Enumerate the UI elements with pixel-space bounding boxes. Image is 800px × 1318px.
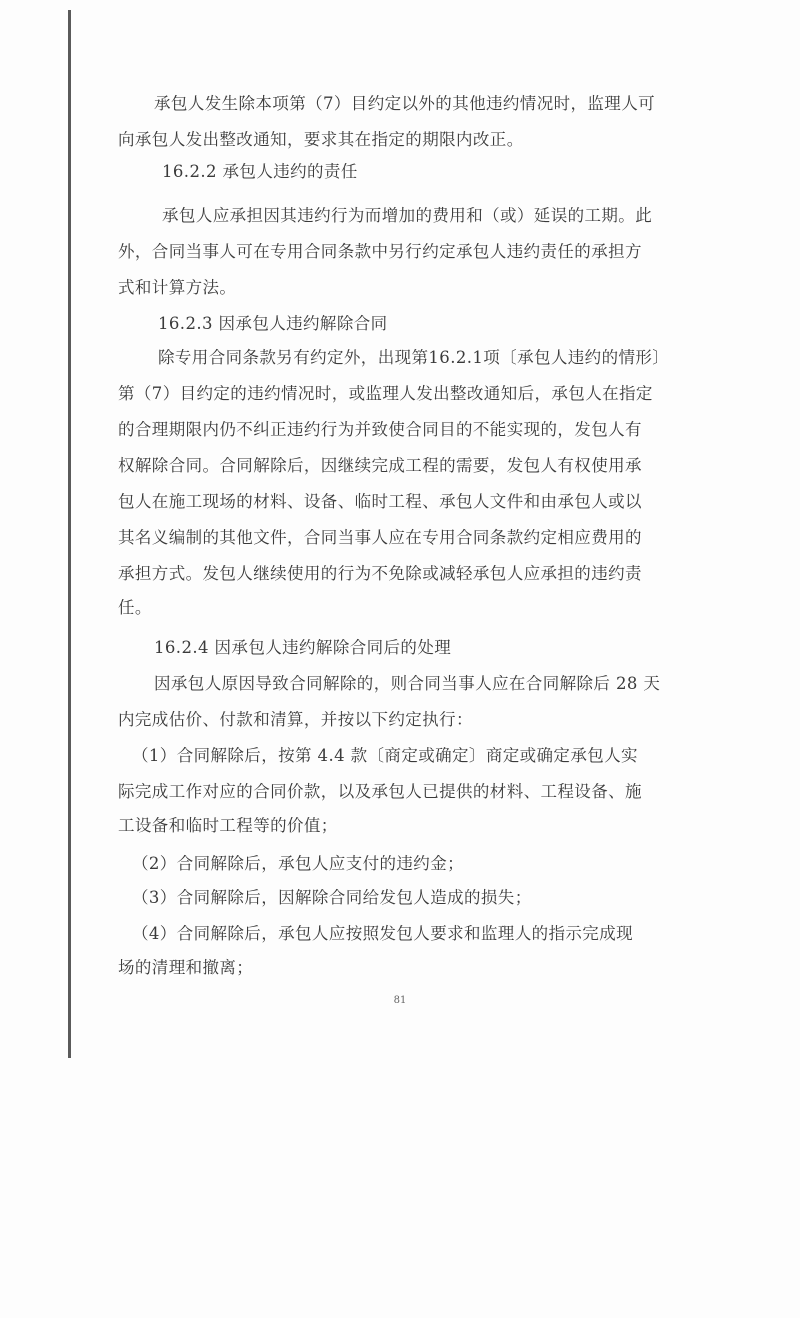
page-number: 81	[393, 995, 407, 1006]
text-line: 其名义编制的其他文件，合同当事人应在专用合同条款约定相应费用的	[118, 528, 642, 547]
section-heading: 16.2.4 因承包人违约解除合同后的处理	[154, 638, 452, 657]
section-heading: 16.2.2 承包人违约的责任	[162, 162, 358, 181]
list-item: （1）合同解除后，按第 4.4 款〔商定或确定〕商定或确定承包人实	[132, 746, 638, 765]
text-line: 任。	[118, 598, 152, 617]
text-line: 的合理期限内仍不纠正违约行为并致使合同目的不能实现的，发包人有	[118, 420, 642, 439]
text-line: 第（7）目约定的违约情况时，或监理人发出整改通知后，承包人在指定	[118, 384, 653, 403]
text-line: 承包人发生除本项第（7）目约定以外的其他违约情况时，监理人可	[154, 94, 655, 113]
list-item: （3）合同解除后，因解除合同给发包人造成的损失；	[132, 888, 532, 907]
section-heading: 16.2.3 因承包人违约解除合同	[158, 314, 388, 333]
text-line: 内完成估价、付款和清算，并按以下约定执行：	[118, 710, 473, 729]
text-line: 式和计算方法。	[118, 278, 237, 297]
text-line: 因承包人原因导致合同解除的，则合同当事人应在合同解除后 28 天	[154, 674, 661, 693]
list-item: （4）合同解除后，承包人应按照发包人要求和监理人的指示完成现	[132, 924, 633, 943]
margin-rule	[68, 10, 71, 1058]
list-item: （2）合同解除后，承包人应支付的违约金；	[132, 854, 464, 873]
text-line: 外，合同当事人可在专用合同条款中另行约定承包人违约责任的承担方	[118, 242, 642, 261]
text-line: 权解除合同。合同解除后，因继续完成工程的需要，发包人有权使用承	[118, 456, 642, 475]
text-line: 除专用合同条款另有约定外，出现第16.2.1项〔承包人违约的情形〕	[158, 348, 670, 367]
text-line: 包人在施工现场的材料、设备、临时工程、承包人文件和由承包人或以	[118, 492, 642, 511]
text-line: 向承包人发出整改通知，要求其在指定的期限内改正。	[118, 130, 524, 149]
text-line: 承担方式。发包人继续使用的行为不免除或减轻承包人应承担的违约责	[118, 564, 642, 583]
text-line: 工设备和临时工程等的价值；	[118, 816, 338, 835]
text-line: 承包人应承担因其违约行为而增加的费用和（或）延误的工期。此	[162, 206, 653, 225]
text-line: 际完成工作对应的合同价款，以及承包人已提供的材料、工程设备、施	[118, 782, 642, 801]
text-line: 场的清理和撤离；	[118, 958, 254, 977]
